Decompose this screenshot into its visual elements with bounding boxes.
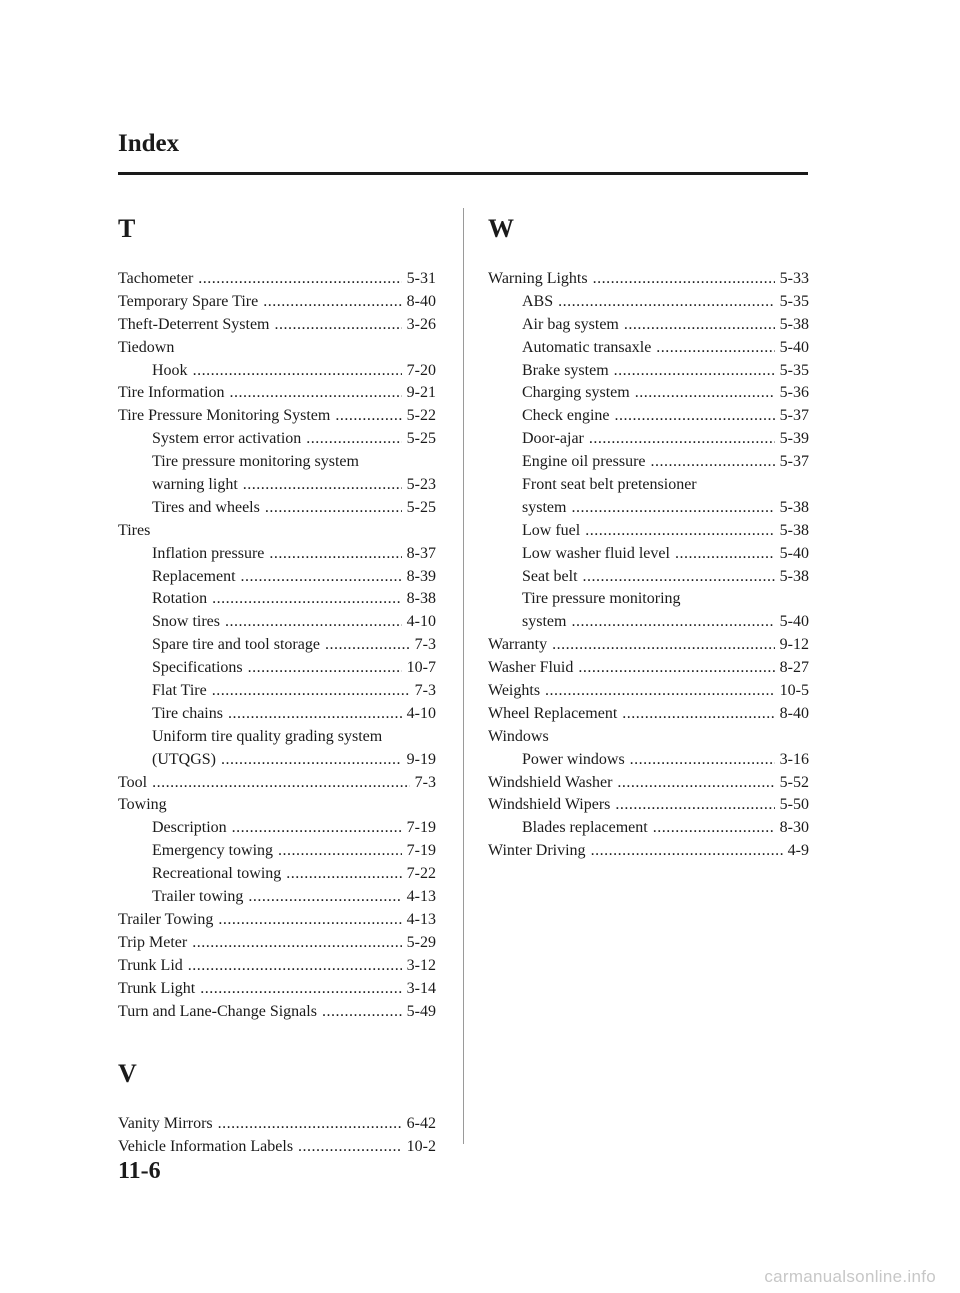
dot-leader [265, 497, 402, 520]
dot-leader [675, 543, 775, 566]
dot-leader [635, 382, 775, 405]
dot-leader [269, 543, 401, 566]
index-entry-label: Trailer Towing [118, 910, 214, 928]
dot-leader [243, 474, 402, 497]
dot-leader [322, 1001, 402, 1024]
index-entry [488, 588, 809, 611]
index-entry-label: Check engine [522, 407, 610, 425]
index-entry-page: 5-22 [406, 407, 436, 425]
index-entry-label: Blades replacement [522, 819, 648, 837]
dot-leader [545, 680, 775, 703]
dot-leader [589, 428, 775, 451]
dot-leader [200, 978, 401, 1001]
index-entry [118, 932, 436, 955]
index-entry [118, 314, 436, 337]
dot-leader [614, 360, 775, 383]
dot-leader [591, 840, 783, 863]
dot-leader [617, 772, 774, 795]
section-letter-v: V [118, 1059, 137, 1089]
index-entry [488, 428, 809, 451]
index-entry-label: Trip Meter [118, 933, 188, 951]
dot-leader [248, 886, 401, 909]
dot-leader [275, 314, 402, 337]
index-entry [488, 634, 809, 657]
index-entry-page: 5-25 [406, 498, 436, 516]
index-entry-label: Emergency towing [152, 842, 274, 860]
index-entry-page: 5-31 [406, 270, 436, 287]
dot-leader [622, 703, 774, 726]
index-entry-page: 5-52 [779, 773, 809, 791]
dot-leader [624, 314, 775, 337]
index-entry-label: Specifications [152, 659, 243, 677]
index-entry [488, 726, 809, 749]
index-entry [488, 817, 809, 840]
index-entry-page: 4-10 [406, 613, 436, 631]
index-entry-page: 7-20 [406, 361, 436, 379]
footer-page-number: 11-6 [118, 1158, 161, 1184]
index-entry [488, 337, 809, 360]
index-entry-page: 8-27 [779, 659, 809, 677]
index-entry-label: ABS [522, 292, 554, 310]
index-entry-label: Warranty [488, 636, 548, 654]
column-divider [463, 208, 464, 1144]
index-entry-page: 9-21 [406, 384, 436, 402]
index-entry [118, 428, 436, 451]
index-entry-label: warning light [152, 476, 238, 494]
index-entry-page: 7-3 [414, 773, 436, 791]
index-entry-label: system [522, 613, 567, 631]
index-entry [488, 772, 809, 795]
index-entry-label: Windshield Wipers [488, 796, 611, 814]
index-entry [118, 268, 436, 291]
index-entry [118, 566, 436, 589]
dot-leader [192, 932, 401, 955]
index-entry [118, 1136, 436, 1159]
index-entry-page: 10-5 [779, 682, 809, 700]
dot-leader [615, 405, 775, 428]
index-entry-label: Tire pressure monitoring [522, 590, 681, 608]
index-entry [118, 909, 436, 932]
index-entry-page: 7-19 [406, 819, 436, 837]
index-entry-page: 5-40 [779, 544, 809, 562]
index-entry-page: 9-12 [779, 636, 809, 654]
index-entry-label: Warning Lights [488, 270, 588, 287]
dot-leader [630, 749, 775, 772]
dot-leader [232, 817, 402, 840]
index-entry-page: 3-26 [406, 315, 436, 333]
index-entry-label: Recreational towing [152, 865, 282, 883]
dot-leader [306, 428, 401, 451]
index-entry-page: 5-36 [779, 384, 809, 402]
dot-leader [228, 703, 402, 726]
index-entry-label: Flat Tire [152, 682, 207, 700]
index-entry [118, 955, 436, 978]
index-entry [488, 360, 809, 383]
index-entry-label: Trunk Light [118, 979, 196, 997]
dot-leader [571, 497, 774, 520]
dot-leader [571, 611, 774, 634]
index-entry [118, 863, 436, 886]
dot-leader [651, 451, 775, 474]
index-entry-page: 3-14 [406, 979, 436, 997]
dot-leader [653, 817, 775, 840]
index-entry [118, 360, 436, 383]
title-rule [118, 172, 808, 175]
index-entry [488, 382, 809, 405]
index-entry-page: 10-7 [406, 659, 436, 677]
index-entry-label: Uniform tire quality grading system [152, 727, 383, 745]
index-entry-page: 3-16 [779, 750, 809, 768]
index-entry-label: Tool [118, 773, 148, 791]
index-entry-page: 10-2 [406, 1138, 436, 1156]
index-entry-page: 4-13 [406, 888, 436, 906]
index-entry-page: 5-23 [406, 476, 436, 494]
index-entry-label: Automatic transaxle [522, 338, 652, 356]
index-entry [118, 405, 436, 428]
index-entry-page: 5-40 [779, 613, 809, 631]
index-entry-label: Tachometer [118, 270, 194, 287]
index-column-right [488, 200, 809, 863]
index-column-left [118, 200, 436, 1159]
index-entry [118, 520, 436, 543]
index-entry-label: Trunk Lid [118, 956, 183, 974]
dot-leader [193, 360, 402, 383]
index-entry [118, 1001, 436, 1024]
index-entry-label: Power windows [522, 750, 625, 768]
index-entry-page: 9-19 [406, 750, 436, 768]
dot-leader [593, 268, 775, 291]
index-entry [118, 337, 436, 360]
index-entry [488, 268, 809, 291]
index-entry-page: 5-37 [779, 453, 809, 471]
section-w-entries [488, 268, 809, 863]
dot-leader [218, 909, 401, 932]
index-entry-label: Charging system [522, 384, 630, 402]
index-entry-label: Winter Driving [488, 842, 586, 860]
index-entry [118, 726, 436, 749]
index-entry [118, 543, 436, 566]
dot-leader [325, 634, 410, 657]
index-entry-label: Vanity Mirrors [118, 1115, 213, 1133]
index-entry-label: Rotation [152, 590, 208, 608]
index-entry-page: 5-40 [779, 338, 809, 356]
index-entry-page: 5-38 [779, 315, 809, 333]
index-entry [488, 749, 809, 772]
index-entry-label: Towing [118, 796, 167, 814]
dot-leader [152, 772, 410, 795]
index-entry-page: 8-30 [779, 819, 809, 837]
index-entry-page: 5-39 [779, 430, 809, 448]
index-entry-page: 5-38 [779, 567, 809, 585]
index-entry [488, 703, 809, 726]
index-entry-page: 7-22 [406, 865, 436, 883]
dot-leader [286, 863, 401, 886]
dot-leader [278, 840, 402, 863]
index-entry-label: Replacement [152, 567, 236, 585]
index-entry-label: Door-ajar [522, 430, 584, 448]
index-entry [488, 520, 809, 543]
index-entry-label: Tires [118, 521, 151, 539]
index-entry-page: 5-38 [779, 498, 809, 516]
index-entry [488, 314, 809, 337]
index-entry [488, 794, 809, 817]
index-entry-label: Description [152, 819, 227, 837]
index-entry-label: Seat belt [522, 567, 578, 585]
section-v-entries [118, 1113, 436, 1159]
index-entry [118, 291, 436, 314]
index-entry [118, 474, 436, 497]
index-entry-label: Spare tire and tool storage [152, 636, 320, 654]
index-entry [488, 566, 809, 589]
index-entry-label: Tire Pressure Monitoring System [118, 407, 331, 425]
section-gap [118, 1023, 436, 1045]
index-entry [118, 451, 436, 474]
index-entry-page: 5-38 [779, 521, 809, 539]
index-entry [118, 978, 436, 1001]
index-entry-page: 4-9 [787, 842, 809, 860]
dot-leader [298, 1136, 402, 1159]
index-entry-label: Trailer towing [152, 888, 244, 906]
dot-leader [241, 566, 402, 589]
index-entry-page: 8-39 [406, 567, 436, 585]
dot-leader [248, 657, 402, 680]
index-entry [118, 794, 436, 817]
index-entry-label: Windshield Washer [488, 773, 613, 791]
index-entry-label: Front seat belt pretensioner [522, 476, 697, 494]
dot-leader [585, 520, 774, 543]
index-entry-label: Weights [488, 682, 541, 700]
index-entry-page: 6-42 [406, 1115, 436, 1133]
index-entry-page: 7-3 [414, 636, 436, 654]
index-entry [118, 772, 436, 795]
dot-leader [615, 794, 774, 817]
index-entry-page: 5-25 [406, 430, 436, 448]
index-entry [118, 1113, 436, 1136]
index-entry [118, 703, 436, 726]
dot-leader [212, 680, 410, 703]
index-entry-page: 4-10 [406, 704, 436, 722]
index-entry [118, 497, 436, 520]
index-entry-label: Tiedown [118, 338, 175, 356]
page-title: Index [118, 130, 180, 157]
index-entry-page: 4-13 [406, 910, 436, 928]
index-entry-label: System error activation [152, 430, 302, 448]
index-entry-page: 5-33 [779, 270, 809, 287]
index-entry [118, 611, 436, 634]
index-entry [118, 657, 436, 680]
index-entry-label: Low washer fluid level [522, 544, 670, 562]
index-entry-page: 3-12 [406, 956, 436, 974]
dot-leader [552, 634, 775, 657]
index-entry-page: 5-50 [779, 796, 809, 814]
index-entry [488, 680, 809, 703]
index-entry-label: Low fuel [522, 521, 581, 539]
index-entry [118, 840, 436, 863]
section-letter-t: T [118, 214, 136, 243]
index-entry-label: Inflation pressure [152, 544, 265, 562]
index-entry-label: Turn and Lane-Change Signals [118, 1002, 317, 1020]
section-letter-w: W [488, 214, 514, 243]
index-entry-page: 7-19 [406, 842, 436, 860]
index-entry [488, 291, 809, 314]
dot-leader [188, 955, 402, 978]
index-entry [488, 451, 809, 474]
index-entry-label: (UTQGS) [152, 750, 216, 768]
dot-leader [198, 268, 401, 291]
index-entry-label: Brake system [522, 361, 609, 379]
dot-leader [583, 566, 775, 589]
index-entry-label: Temporary Spare Tire [118, 292, 259, 310]
dot-leader [230, 382, 402, 405]
index-entry-label: Tire pressure monitoring system [152, 453, 359, 471]
index-entry-label: Air bag system [522, 315, 619, 333]
index-entry [118, 749, 436, 772]
index-entry-page: 5-37 [779, 407, 809, 425]
dot-leader [578, 657, 774, 680]
dot-leader [221, 749, 402, 772]
index-entry-label: Tire Information [118, 384, 225, 402]
watermark: carmanualsonline.info [764, 1267, 936, 1286]
dot-leader [218, 1113, 402, 1136]
index-entry-label: Hook [152, 361, 188, 379]
index-entry-page: 5-35 [779, 361, 809, 379]
index-entry [118, 382, 436, 405]
index-entry-label: Theft-Deterrent System [118, 315, 270, 333]
index-entry [488, 657, 809, 680]
index-entry [488, 611, 809, 634]
index-entry-label: Vehicle Information Labels [118, 1138, 294, 1156]
index-entry [118, 680, 436, 703]
dot-leader [656, 337, 774, 360]
dot-leader [335, 405, 401, 428]
index-entry [118, 886, 436, 909]
index-entry-page: 8-40 [779, 704, 809, 722]
index-entry-label: Washer Fluid [488, 659, 574, 677]
dot-leader [225, 611, 402, 634]
index-entry [118, 817, 436, 840]
dot-leader [263, 291, 401, 314]
index-entry-page: 5-29 [406, 933, 436, 951]
index-entry-page: 5-49 [406, 1002, 436, 1020]
index-entry-label: Snow tires [152, 613, 220, 631]
index-entry-page: 8-38 [406, 590, 436, 608]
index-entry-label: Tires and wheels [152, 498, 260, 516]
section-t-entries [118, 268, 436, 1023]
dot-leader [212, 588, 402, 611]
index-entry-page: 5-35 [779, 292, 809, 310]
index-entry [118, 588, 436, 611]
index-entry-page: 8-40 [406, 292, 436, 310]
index-entry [488, 405, 809, 428]
index-entry [488, 840, 809, 863]
index-entry [118, 634, 436, 657]
index-entry-label: Engine oil pressure [522, 453, 646, 471]
index-entry [488, 543, 809, 566]
index-entry-label: Tire chains [152, 704, 223, 722]
index-entry-label: Windows [488, 727, 549, 745]
index-entry [488, 497, 809, 520]
index-entry-label: system [522, 498, 567, 516]
index-entry [488, 474, 809, 497]
index-entry-label: Wheel Replacement [488, 704, 618, 722]
index-entry-page: 7-3 [414, 682, 436, 700]
dot-leader [558, 291, 775, 314]
index-entry-page: 8-37 [406, 544, 436, 562]
